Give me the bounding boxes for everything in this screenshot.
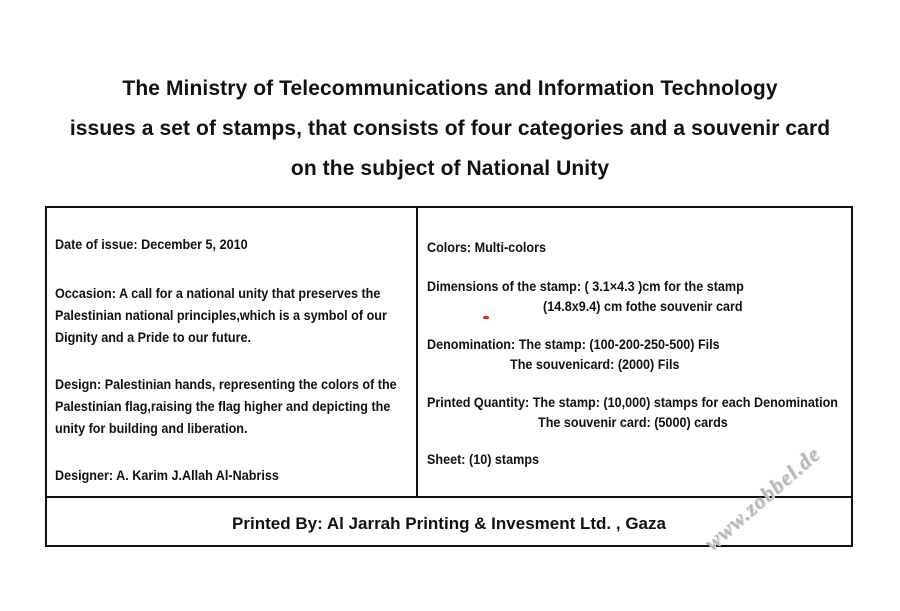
dimensions-line-2: (14.8x9.4) cm fothe souvenir card	[543, 298, 743, 314]
denomination-line-2: The souvenicard: (2000) Fils	[510, 356, 680, 372]
printed-quantity-line-1: Printed Quantity: The stamp: (10,000) stamps for each Denomination	[427, 394, 838, 410]
designer: Designer: A. Karim J.Allah Al-Nabriss	[55, 467, 279, 483]
design-line-1: Design: Palestinian hands, representing the colors of the	[55, 376, 397, 392]
sheet: Sheet: (10) stamps	[427, 451, 540, 467]
occasion-line-2: Palestinian national principles,which is a symbol of our	[55, 307, 387, 323]
colors: Colors: Multi-colors	[427, 239, 547, 255]
footer-divider	[47, 496, 851, 498]
watermark: www.zobbel.de	[698, 440, 826, 556]
date-of-issue: Date of issue: December 5, 2010	[55, 236, 248, 252]
design-line-3: unity for building and liberation.	[55, 420, 248, 436]
occasion-line-3: Dignity and a Pride to our future.	[55, 329, 252, 345]
details-table	[45, 206, 853, 547]
denomination-line-1: Denomination: The stamp: (100-200-250-500) Fils	[427, 336, 720, 352]
title-line-3: on the subject of National Unity	[290, 157, 610, 180]
dimensions-line-1: Dimensions of the stamp: ( 3.1×4.3 )cm for the stamp	[427, 278, 744, 294]
occasion-line-1: Occasion: A call for a national unity that preserves the	[55, 285, 381, 301]
printed-by: Printed By: Al Jarrah Printing & Invesment Ltd. , Gaza	[232, 514, 666, 533]
title-line-1: The Ministry of Telecommunications and Information Technology	[122, 77, 778, 100]
ink-speck	[483, 316, 489, 319]
printed-quantity-line-2: The souvenir card: (5000) cards	[538, 414, 728, 430]
title-line-2: issues a set of stamps, that consists of four categories and a souvenir card	[69, 117, 831, 140]
column-divider	[416, 208, 418, 497]
design-line-2: Palestinian flag,raising the flag higher and depicting the	[55, 398, 391, 414]
